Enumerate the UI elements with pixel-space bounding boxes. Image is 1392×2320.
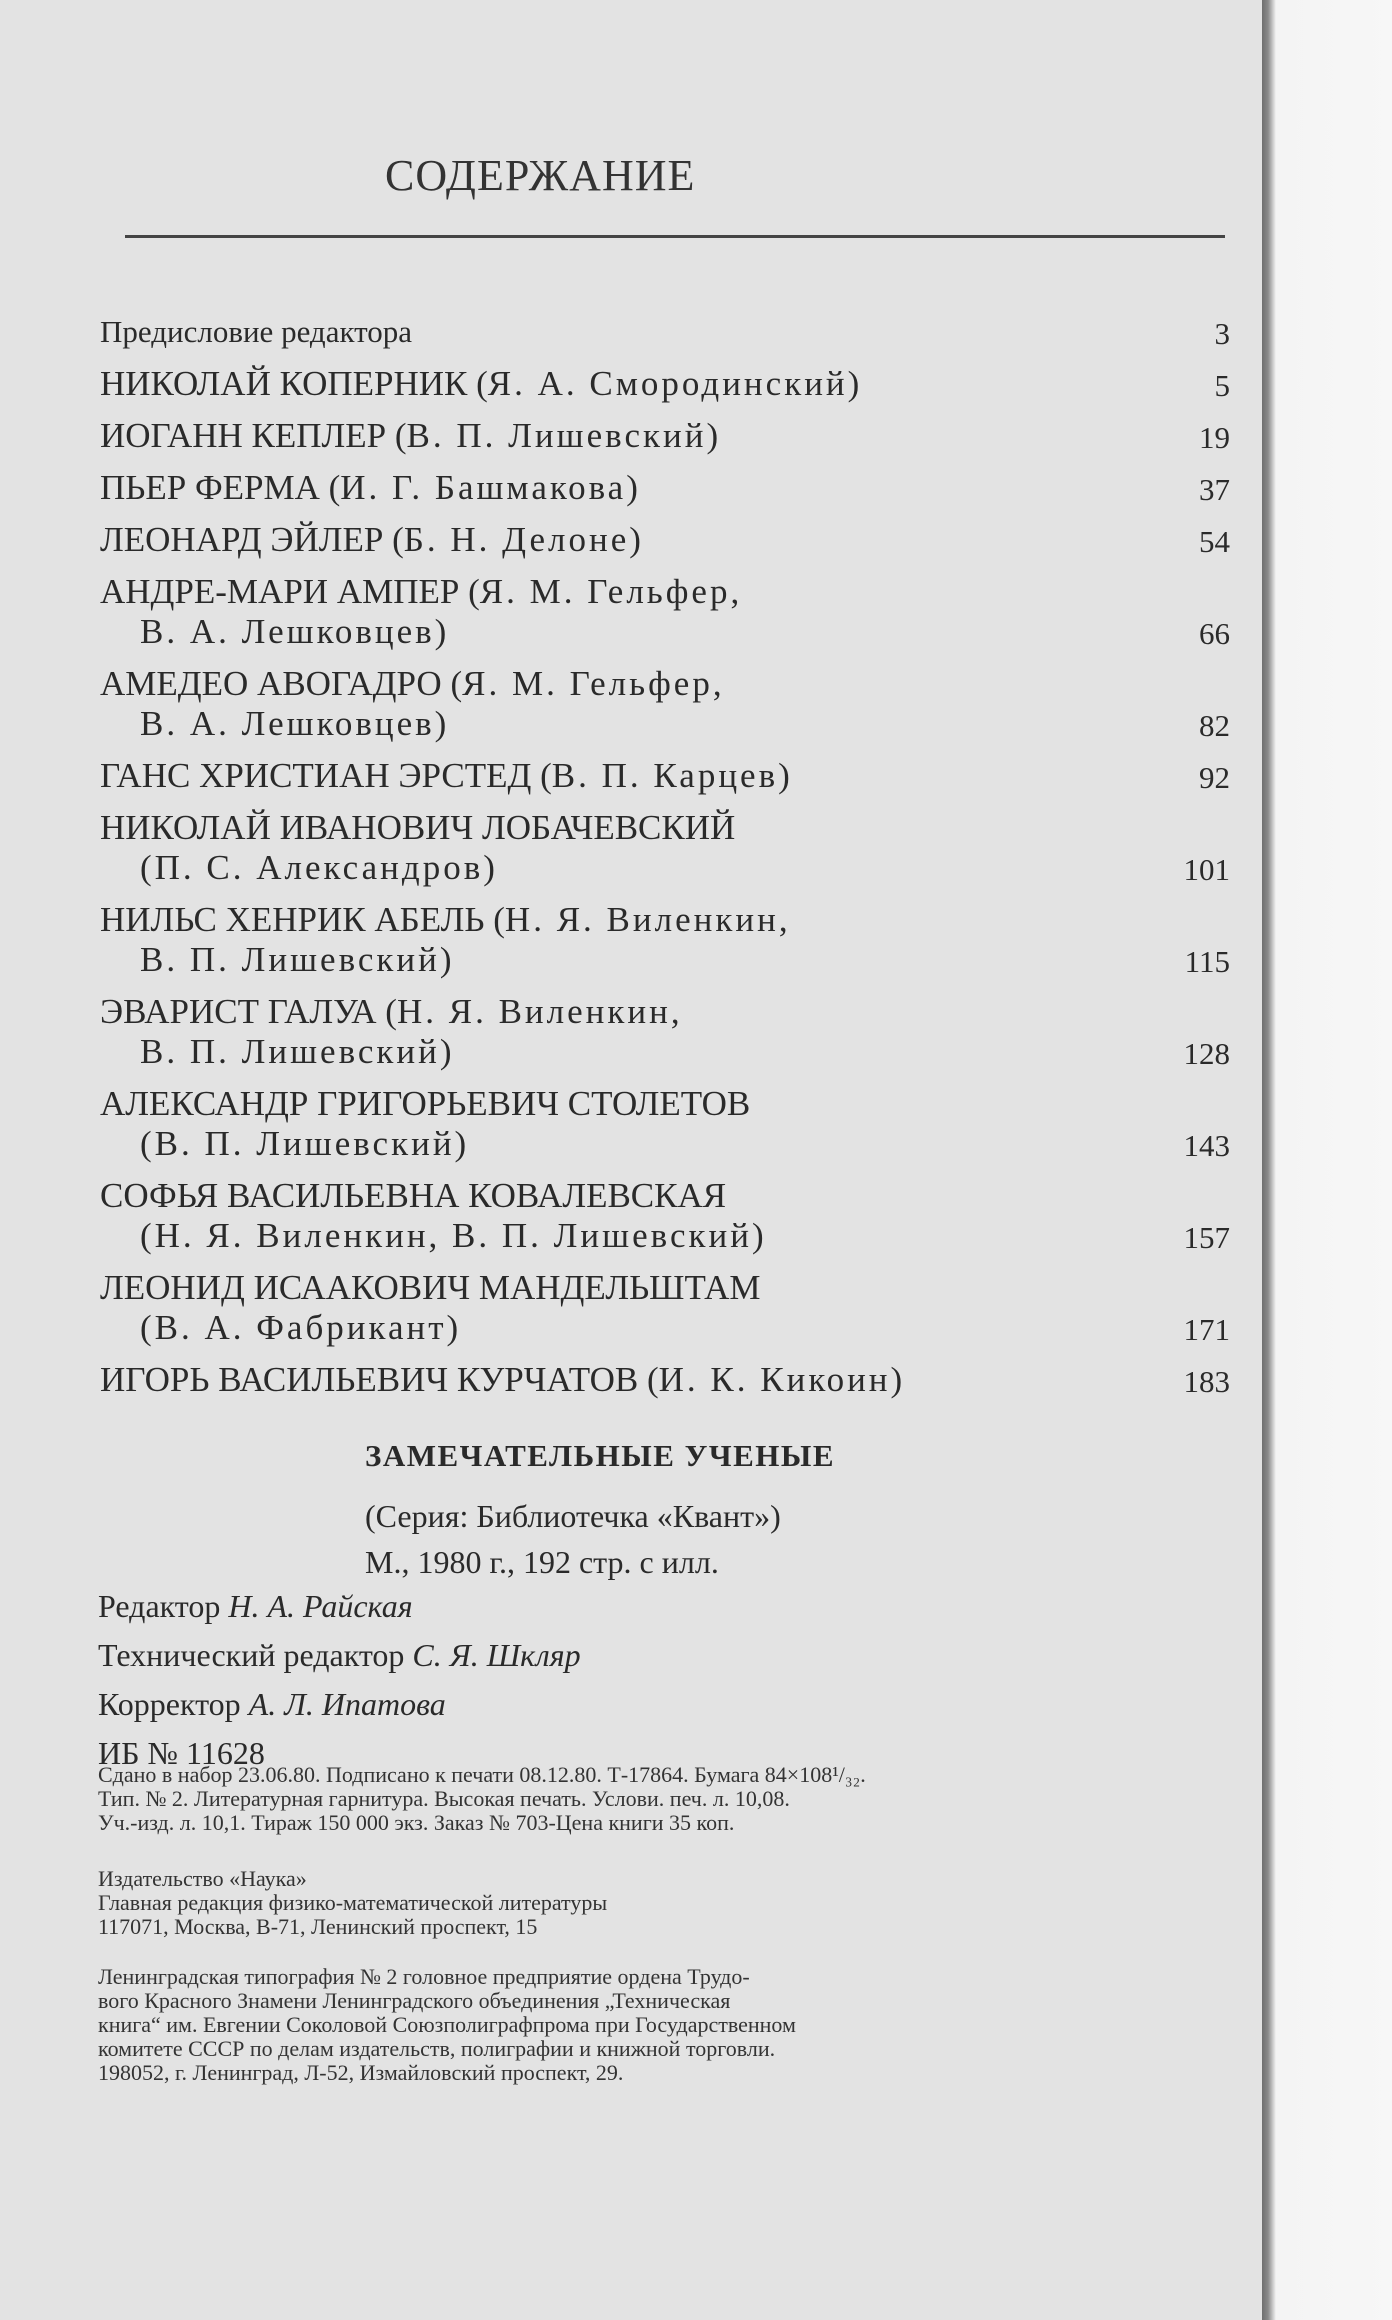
toc-author: Я. М. Гельфер, — [462, 664, 725, 703]
toc-author: В. П. Лишевский) — [140, 1032, 455, 1071]
fine-print-line: Тип. № 2. Литературная гарнитура. Высокая печать. Услови. печ. л. 10,08. — [98, 1786, 790, 1811]
toc-entry — [100, 756, 1230, 796]
toc-entry — [100, 664, 1230, 744]
toc-page-number: 101 — [1183, 852, 1230, 887]
toc-line — [100, 520, 1230, 560]
fine-print-line: вого Красного Знамени Ленинградского объединения „Техническая — [98, 1988, 731, 2013]
toc-title: НИЛЬС ХЕНРИК АБЕЛЬ ( — [100, 900, 505, 939]
fine-print-line: 198052, г. Ленинград, Л-52, Измайловский проспект, 29. — [98, 2060, 624, 2085]
toc-page-number: 54 — [1199, 524, 1230, 559]
toc-entry — [100, 1084, 1230, 1164]
toc-page-number: 143 — [1183, 1128, 1230, 1163]
toc-entry — [100, 808, 1230, 888]
page-edge — [1262, 0, 1392, 2320]
toc-entry — [100, 572, 1230, 652]
toc-line — [100, 572, 1230, 612]
toc-line — [100, 664, 1230, 704]
toc-line — [100, 468, 1230, 508]
toc-line — [100, 416, 1230, 456]
toc-author: В. А. Лешковцев) — [140, 704, 450, 743]
toc-title: Предисловие редактора — [100, 314, 412, 349]
fine-print-line: Сдано в набор 23.06.80. Подписано к печати 08.12.80. Т-17864. Бумага 84×108¹/₃₂. — [98, 1762, 866, 1787]
fine-print-line: Ленинградская типография № 2 головное предприятие ордена Трудо- — [98, 1964, 750, 1989]
toc-author: Н. Я. Виленкин, — [504, 900, 791, 939]
toc-line — [100, 1176, 1230, 1216]
toc-author: (В. А. Фабрикант) — [140, 1308, 462, 1347]
printing-details — [98, 1763, 1218, 1835]
toc-line — [100, 1360, 1230, 1400]
toc-author: И. К. Кикоин) — [658, 1360, 906, 1399]
toc-entry — [100, 992, 1230, 1072]
toc-author: В. П. Лишевский) — [406, 416, 722, 455]
toc-title: ГАНС ХРИСТИАН ЭРСТЕД ( — [100, 756, 552, 795]
title-rule — [125, 235, 1225, 238]
editor-line — [98, 1582, 581, 1631]
tech-editor-name: С. Я. Шкляр — [412, 1637, 581, 1673]
toc-line — [100, 1268, 1230, 1308]
toc-line — [100, 312, 1230, 352]
publication-info: М., 1980 г., 192 стр. с илл. — [365, 1544, 719, 1580]
toc-line — [100, 364, 1230, 404]
fine-print-line: комитете СССР по делам издательств, полиграфии и книжной торговли. — [98, 2036, 776, 2061]
toc-entry — [100, 416, 1230, 456]
printer-details — [98, 1965, 1218, 2085]
toc-author: Я. М. Гельфер, — [479, 572, 743, 611]
toc-title: ЭВАРИСТ ГАЛУА ( — [100, 992, 397, 1031]
toc-page-number: 5 — [1214, 368, 1230, 403]
toc-line — [100, 900, 1230, 940]
toc-line — [100, 612, 1230, 652]
toc-line — [100, 808, 1230, 848]
fine-print-line: Уч.-изд. л. 10,1. Тираж 150 000 экз. Заказ № 703-Цена книги 35 коп. — [98, 1810, 735, 1835]
toc-page-number: 3 — [1214, 316, 1230, 351]
toc-author: (Н. Я. Виленкин, В. П. Лишевский) — [140, 1216, 767, 1255]
toc-title: ЛЕОНИД ИСААКОВИЧ МАНДЕЛЬШТАМ — [100, 1268, 761, 1307]
toc-line — [100, 848, 1230, 888]
toc-page-number: 37 — [1199, 472, 1230, 507]
toc-page-number: 171 — [1183, 1312, 1230, 1347]
toc-entry — [100, 1268, 1230, 1348]
ib-number: ИБ № 11628 — [98, 1735, 265, 1771]
toc-page-number: 157 — [1183, 1220, 1230, 1255]
toc-author: (П. С. Александров) — [140, 848, 498, 887]
toc-page-number: 115 — [1184, 944, 1230, 979]
toc-page-number: 128 — [1183, 1036, 1230, 1071]
toc-title: АЛЕКСАНДР ГРИГОРЬЕВИЧ СТОЛЕТОВ — [100, 1084, 751, 1123]
toc-entry — [100, 1360, 1230, 1400]
toc-line — [100, 756, 1230, 796]
series-imprint — [365, 1433, 835, 1585]
series-title: ЗАМЕЧАТЕЛЬНЫЕ УЧЕНЫЕ — [365, 1438, 836, 1473]
corrector-label: Корректор — [98, 1686, 241, 1722]
toc-author: Н. Я. Виленкин, — [396, 992, 683, 1031]
publisher-details — [98, 1867, 1218, 1939]
toc-author: В. П. Лишевский) — [140, 940, 455, 979]
toc-page-number: 82 — [1199, 708, 1230, 743]
fine-print-line: 117071, Москва, В-71, Ленинский проспект, 15 — [98, 1914, 538, 1939]
toc-author: (В. П. Лишевский) — [140, 1124, 470, 1163]
editor-label: Редактор — [98, 1588, 221, 1624]
toc-line — [100, 1124, 1230, 1164]
fine-print-line: книга“ им. Евгении Соколовой Союзполиграфпрома при Государственном — [98, 2012, 796, 2037]
toc-line — [100, 1084, 1230, 1124]
toc-page-number: 19 — [1199, 420, 1230, 455]
tech-editor-label: Технический редактор — [98, 1637, 405, 1673]
toc-entry — [100, 312, 1230, 352]
toc-page-number: 66 — [1199, 616, 1230, 651]
toc-title: НИКОЛАЙ ИВАНОВИЧ ЛОБАЧЕВСКИЙ — [100, 808, 736, 847]
table-of-contents — [100, 312, 1230, 1412]
toc-author: Б. Н. Делоне) — [403, 520, 644, 559]
toc-page-number: 183 — [1183, 1364, 1230, 1399]
toc-author: И. Г. Башмакова) — [340, 468, 641, 507]
toc-author: В. П. Карцев) — [551, 756, 793, 795]
toc-entry — [100, 468, 1230, 508]
toc-title: АМЕДЕО АВОГАДРО ( — [100, 664, 463, 703]
toc-title: АНДРЕ-МАРИ АМПЕР ( — [100, 572, 480, 611]
page-title: СОДЕРЖАНИЕ — [385, 151, 696, 200]
toc-author: Я. А. Смородинский) — [487, 364, 863, 403]
toc-line — [100, 940, 1230, 980]
corrector-name: А. Л. Ипатова — [248, 1686, 446, 1722]
toc-line — [100, 1308, 1230, 1348]
toc-title: ПЬЕР ФЕРМА ( — [100, 468, 341, 507]
toc-title: ИОГАНН КЕПЛЕР ( — [100, 416, 407, 455]
tech-editor-line — [98, 1631, 581, 1680]
fine-print-line: Главная редакция физико-математической литературы — [98, 1890, 608, 1915]
toc-title: ЛЕОНАРД ЭЙЛЕР ( — [100, 520, 404, 559]
toc-title: СОФЬЯ ВАСИЛЬЕВНА КОВАЛЕВСКАЯ — [100, 1176, 727, 1215]
toc-entry — [100, 1176, 1230, 1256]
toc-line — [100, 1216, 1230, 1256]
credits — [98, 1582, 581, 1778]
toc-title: ИГОРЬ ВАСИЛЬЕВИЧ КУРЧАТОВ ( — [100, 1360, 659, 1399]
fine-print-line: Издательство «Наука» — [98, 1866, 307, 1891]
toc-line — [100, 704, 1230, 744]
toc-line — [100, 992, 1230, 1032]
toc-author: В. А. Лешковцев) — [140, 612, 450, 651]
toc-entry — [100, 520, 1230, 560]
toc-line — [100, 1032, 1230, 1072]
toc-page-number: 92 — [1199, 760, 1230, 795]
toc-entry — [100, 364, 1230, 404]
corrector-line — [98, 1680, 581, 1729]
series-name: (Серия: Библиотечка «Квант») — [365, 1498, 781, 1534]
toc-entry — [100, 900, 1230, 980]
toc-title: НИКОЛАЙ КОПЕРНИК ( — [100, 364, 488, 403]
editor-name: Н. А. Райская — [228, 1588, 413, 1624]
